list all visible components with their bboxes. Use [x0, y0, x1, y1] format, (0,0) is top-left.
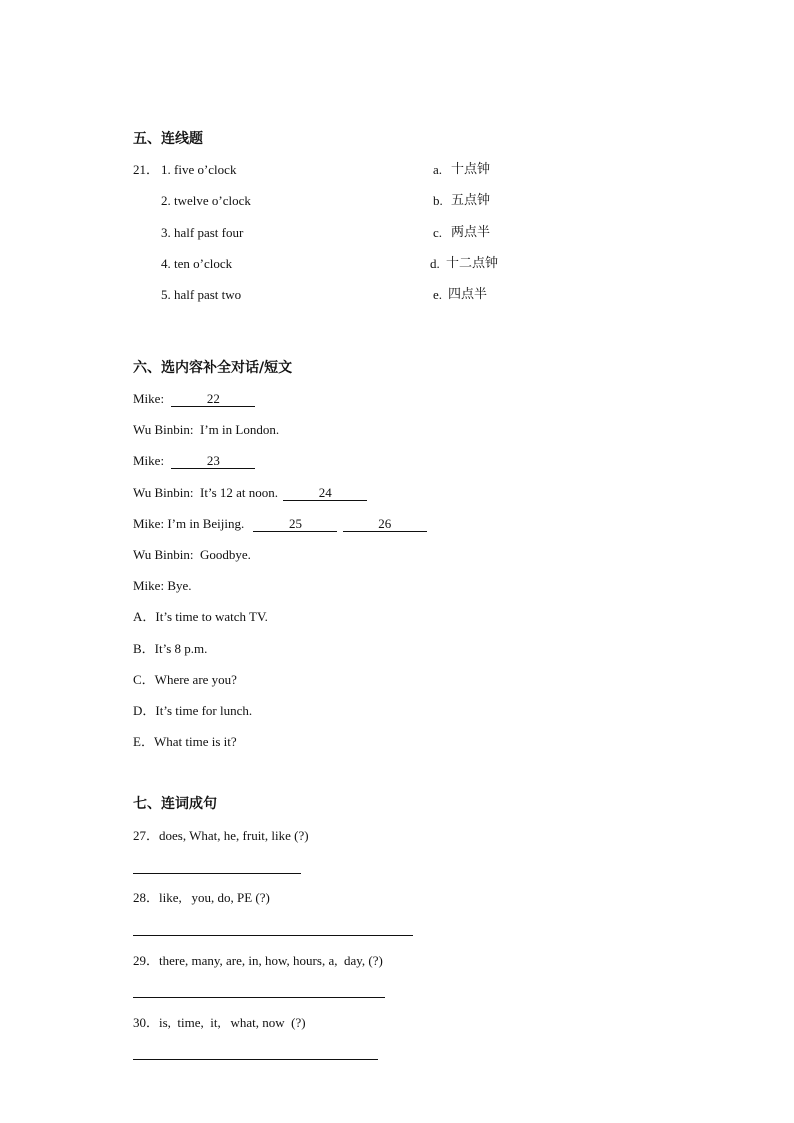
option-item	[133, 672, 237, 688]
option-item	[133, 734, 237, 750]
section-heading-dialogue: 六、选内容补全对话/短文	[133, 360, 293, 376]
option-text: It’s 8 p.m.	[154, 641, 208, 656]
option-text: It’s time for lunch.	[155, 703, 253, 718]
section-heading-matching: 五、连线题	[133, 131, 203, 147]
question-text: there, many, are, in, how, hours, a, day, (?)	[159, 953, 383, 968]
dialogue-line	[133, 485, 367, 501]
answer-blank[interactable]: 23	[171, 454, 255, 469]
dialogue-line	[133, 578, 192, 594]
matching-left-item: 4. ten o’clock	[161, 256, 233, 271]
dialogue-text: Goodbye.	[200, 547, 251, 562]
dialogue-line	[133, 453, 255, 469]
dialogue-text: It’s 12 at noon.	[200, 485, 279, 500]
option-text: It’s time to watch TV.	[155, 609, 268, 624]
question-number: 27．	[133, 828, 160, 843]
answer-line[interactable]	[133, 873, 301, 874]
matching-left-item: 2. twelve o’clock	[161, 193, 251, 208]
answer-blank[interactable]: 22	[171, 392, 255, 407]
question-text: does, What, he, fruit, like (?)	[159, 828, 309, 843]
question-item	[133, 890, 270, 906]
option-text: Where are you?	[154, 672, 237, 687]
matching-right-item: 两点半	[451, 225, 491, 240]
answer-blank[interactable]: 25	[253, 517, 337, 532]
speaker: Mike:	[133, 578, 165, 593]
question-text: like, you, do, PE (?)	[159, 890, 270, 905]
dialogue-text: I’m in London.	[200, 422, 280, 437]
matching-right-letter: b.	[433, 193, 443, 208]
option-item	[133, 641, 207, 657]
dialogue-line	[133, 516, 427, 532]
dialogue-line	[133, 391, 255, 407]
option-item	[133, 703, 252, 719]
section-heading-sentences: 七、连词成句	[133, 796, 217, 812]
matching-right-letter: c.	[433, 225, 443, 240]
question-item	[133, 828, 309, 844]
speaker: Wu Binbin:	[133, 422, 194, 437]
option-letter: C．	[133, 672, 155, 687]
matching-left-item: 1. five o’clock	[161, 162, 237, 177]
answer-blank[interactable]: 24	[283, 486, 367, 501]
matching-right-item: 十二点钟	[446, 256, 499, 271]
answer-blank[interactable]: 26	[343, 517, 427, 532]
option-letter: D．	[133, 703, 156, 718]
dialogue-text: I’m in Beijing.	[167, 516, 245, 531]
question-text: is, time, it, what, now (?)	[159, 1015, 306, 1030]
option-letter: A．	[133, 609, 156, 624]
question-number: 28．	[133, 890, 160, 905]
question-item	[133, 953, 383, 969]
question-number: 29．	[133, 953, 160, 968]
speaker: Mike:	[133, 516, 165, 531]
answer-line[interactable]	[133, 997, 385, 998]
speaker: Mike:	[133, 453, 165, 468]
matching-right-letter: e.	[433, 287, 443, 302]
matching-right-letter: a.	[433, 162, 443, 177]
speaker: Mike:	[133, 391, 165, 406]
matching-right-item: 五点钟	[451, 193, 491, 208]
question-item	[133, 1015, 306, 1031]
matching-right-letter: d.	[430, 256, 440, 271]
question-number: 30．	[133, 1015, 160, 1030]
question-number: 21．	[133, 162, 160, 177]
matching-right-item: 四点半	[448, 287, 488, 302]
matching-left-item: 5. half past two	[161, 287, 242, 302]
speaker: Wu Binbin:	[133, 547, 194, 562]
option-text: What time is it?	[153, 734, 237, 749]
matching-right-item: 十点钟	[451, 162, 491, 177]
answer-line[interactable]	[133, 1059, 378, 1060]
dialogue-line	[133, 547, 251, 563]
answer-line[interactable]	[133, 935, 413, 936]
dialogue-text: Bye.	[167, 578, 192, 593]
option-letter: E．	[133, 734, 154, 749]
option-letter: B．	[133, 641, 155, 656]
option-item	[133, 609, 268, 625]
speaker: Wu Binbin:	[133, 485, 194, 500]
matching-left-item: 3. half past four	[161, 225, 244, 240]
dialogue-line	[133, 422, 279, 438]
